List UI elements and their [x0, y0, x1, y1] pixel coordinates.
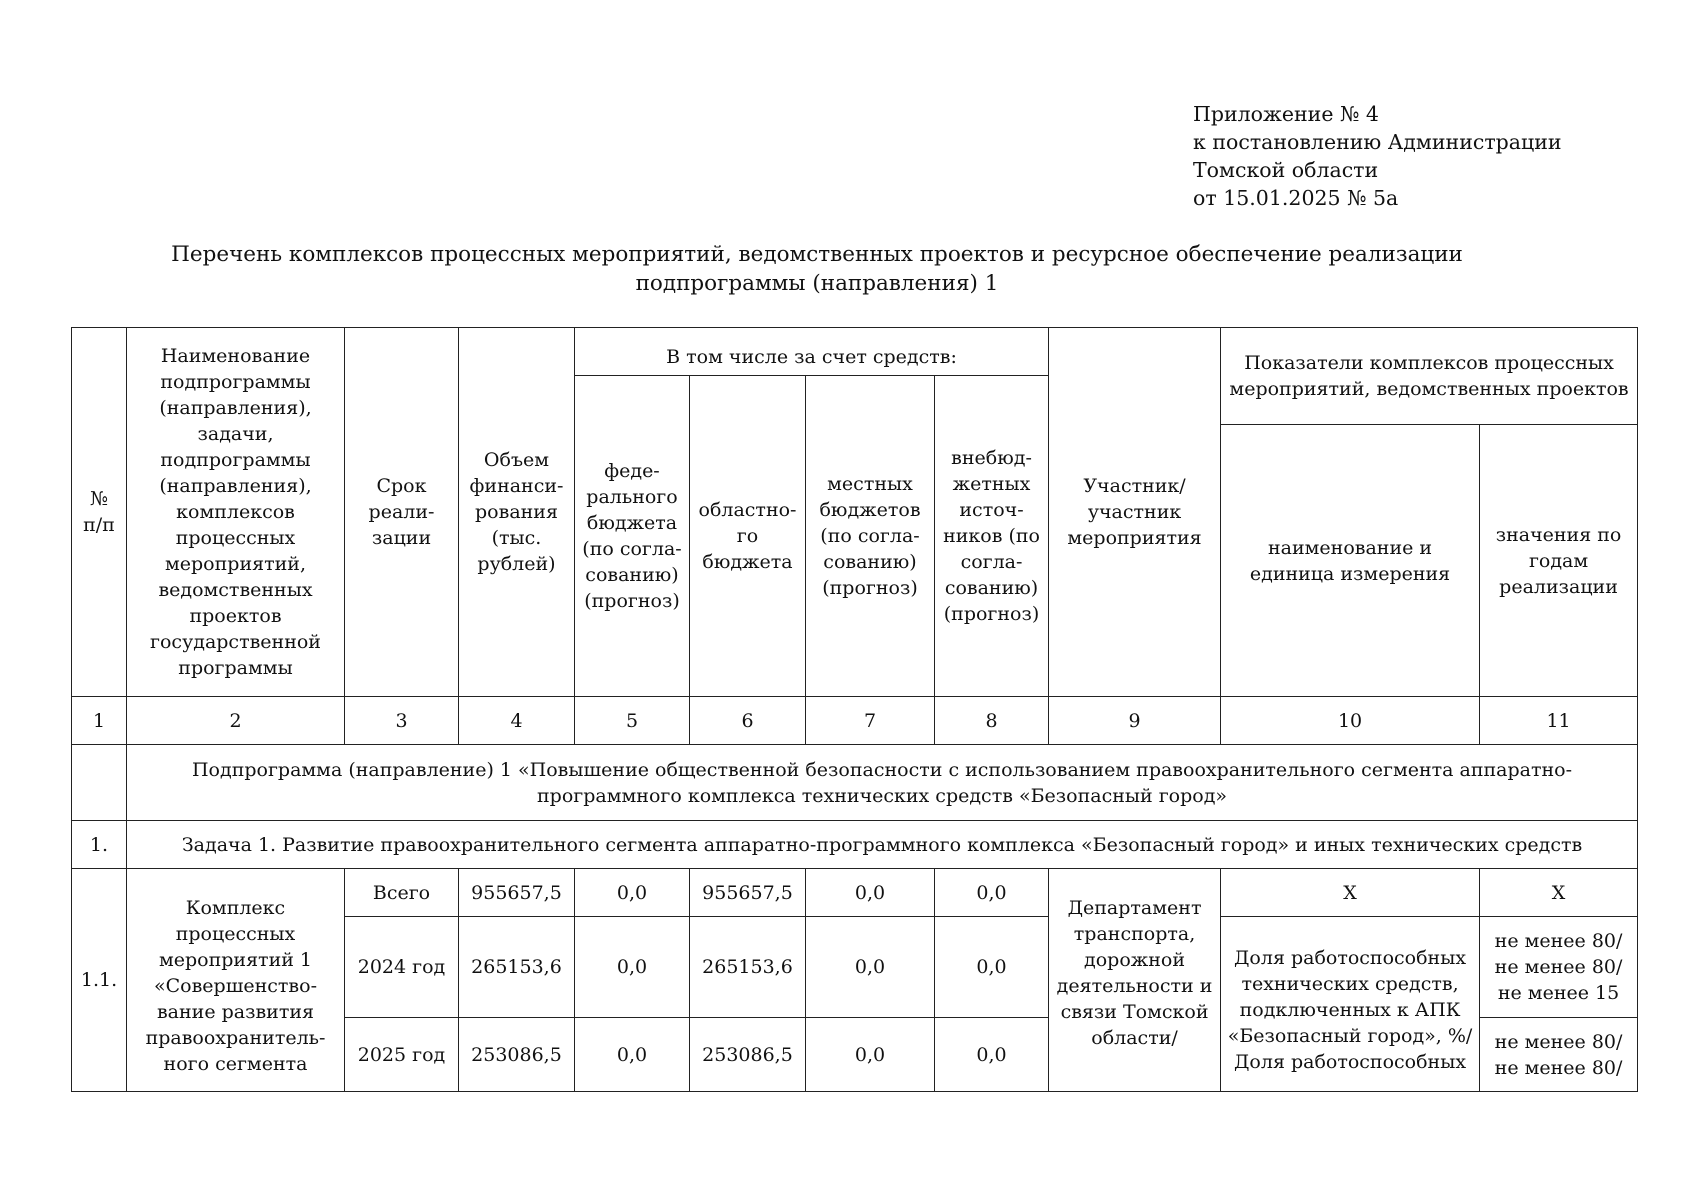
- complex-row-total: [72, 869, 1638, 917]
- participant-cell: [1049, 869, 1221, 1092]
- col-number-9: 9: [1049, 697, 1221, 745]
- header-volume: Объем финанси-рования (тыс. рублей): [459, 328, 575, 697]
- federal-total: 0,0: [575, 869, 690, 917]
- subprogram-title: Подпрограмма (направление) 1 «Повышение общественной безопасности с использованием правоохранительного сегмента аппаратно-программного комплекса технических средств «Безопасный город»: [127, 745, 1638, 821]
- task-title: Задача 1. Развитие правоохранительного сегмента аппаратно-программного комплекса «Безопасный город» и иных технических средств: [127, 821, 1638, 869]
- volume-total: 955657,5: [459, 869, 575, 917]
- header-indicator-name: наименование и единица измерения: [1221, 425, 1480, 697]
- header-regional: областно-го бюджета: [690, 376, 806, 697]
- col-number-1: 1: [72, 697, 127, 745]
- subprogram-num-cell: [72, 745, 127, 821]
- local-2024: 0,0: [806, 917, 935, 1018]
- header-indicators: Показатели комплексов процессных мероприятий, ведомственных проектов: [1221, 328, 1638, 425]
- col-number-6: 6: [690, 697, 806, 745]
- appendix-line-1: Приложение № 4: [1193, 102, 1379, 126]
- volume-2025: 253086,5: [459, 1018, 575, 1092]
- col-number-3: 3: [345, 697, 459, 745]
- extra-2024: 0,0: [935, 917, 1049, 1018]
- volume-2024: 265153,6: [459, 917, 575, 1018]
- col-number-7: 7: [806, 697, 935, 745]
- term-2024: 2024 год: [345, 917, 459, 1018]
- term-total: Всего: [345, 869, 459, 917]
- col-number-10: 10: [1221, 697, 1480, 745]
- resource-table: [71, 327, 1638, 1092]
- header-name: Наименование подпрограммы (направления), задачи, подпрограммы (направления), комплексов процессных мероприятий, ведомственных проектов государственной программы: [127, 328, 345, 697]
- local-2025: 0,0: [806, 1018, 935, 1092]
- indicator-name-cell: [1221, 917, 1480, 1092]
- extra-total: 0,0: [935, 869, 1049, 917]
- regional-2025: 253086,5: [690, 1018, 806, 1092]
- complex-name: Комплекс процессных мероприятий 1 «Совершенство-вание развития правоохранитель-ного сегмента: [145, 897, 326, 1075]
- header-participant: Участник/ участник мероприятия: [1049, 328, 1221, 697]
- indicator-value-total: Х: [1480, 869, 1638, 917]
- participant-text: Департамент транспорта, дорожной деятельности и связи Томской области/: [1056, 897, 1213, 1049]
- indicator-value-2025: не менее 80/ не менее 80/: [1480, 1018, 1638, 1092]
- subprogram-row: [72, 745, 1638, 821]
- extra-2025: 0,0: [935, 1018, 1049, 1092]
- regional-total: 955657,5: [690, 869, 806, 917]
- header-row-1: [72, 328, 1638, 376]
- complex-name-cell: [127, 869, 345, 1092]
- column-numbers-row: [72, 697, 1638, 745]
- title-line-1: Перечень комплексов процессных мероприятий, ведомственных проектов и ресурсное обеспечение реализации: [171, 242, 1463, 267]
- document-title: [70, 240, 1564, 298]
- indicator-value-2024: не менее 80/ не менее 80/ не менее 15: [1480, 917, 1638, 1018]
- local-total: 0,0: [806, 869, 935, 917]
- appendix-line-3: Томской области: [1193, 158, 1379, 182]
- complex-num: 1.1.: [72, 869, 127, 1092]
- col-number-5: 5: [575, 697, 690, 745]
- col-number-8: 8: [935, 697, 1049, 745]
- task-row: [72, 821, 1638, 869]
- term-2025: 2025 год: [345, 1018, 459, 1092]
- regional-2024: 265153,6: [690, 917, 806, 1018]
- appendix-line-2: к постановлению Администрации: [1193, 130, 1562, 154]
- header-term: Срок реали-зации: [345, 328, 459, 697]
- appendix-block: [1193, 100, 1562, 212]
- indicator-name-text: Доля работоспособных технических средств, подключенных к АПК «Безопасный город», %/ Доля работоспособных: [1227, 947, 1473, 1073]
- title-line-2: подпрограммы (направления) 1: [635, 271, 999, 296]
- col-number-2: 2: [127, 697, 345, 745]
- task-num: 1.: [72, 821, 127, 869]
- col-number-11: 11: [1480, 697, 1638, 745]
- header-indicator-values: значения по годам реализации: [1480, 425, 1638, 697]
- federal-2025: 0,0: [575, 1018, 690, 1092]
- indicator-name-total: Х: [1221, 869, 1480, 917]
- header-including: В том числе за счет средств:: [575, 328, 1049, 376]
- federal-2024: 0,0: [575, 917, 690, 1018]
- col-number-4: 4: [459, 697, 575, 745]
- header-federal: феде-рального бюджета (по согла-сованию) (прогноз): [575, 376, 690, 697]
- header-extrabudget: внебюд-жетных источ-ников (по согла-сованию) (прогноз): [935, 376, 1049, 697]
- header-num: № п/п: [72, 328, 127, 697]
- header-local: местных бюджетов (по согла-сованию) (прогноз): [806, 376, 935, 697]
- appendix-line-4: от 15.01.2025 № 5а: [1193, 186, 1399, 210]
